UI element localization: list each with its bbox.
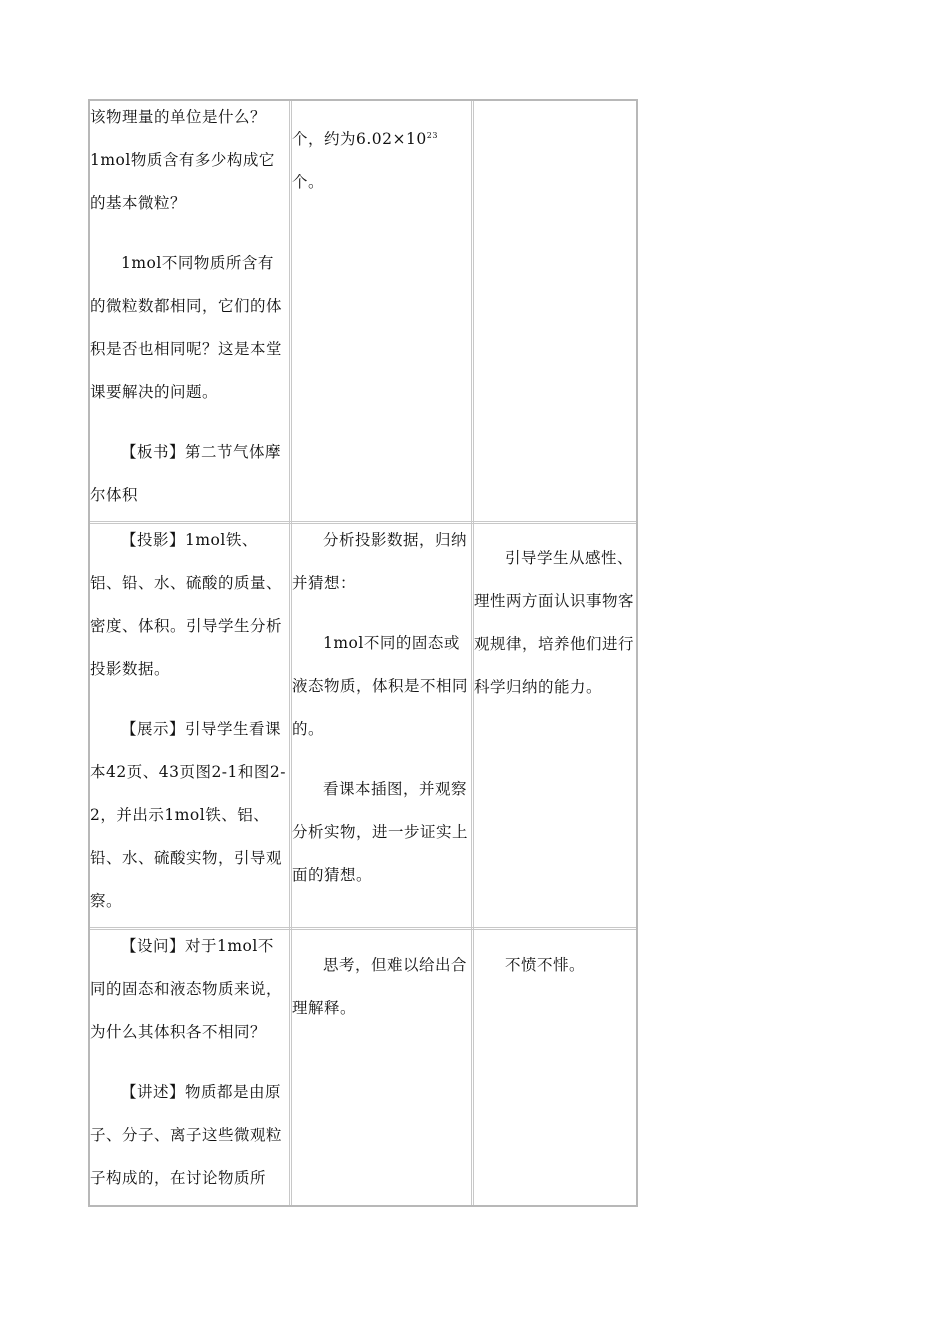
table-row: [90, 521, 636, 930]
table-cell-intent: [474, 521, 636, 927]
cell-text: 不愤不悱。: [505, 956, 586, 974]
cell-text: 【板书】第二节气体摩尔体积: [90, 443, 282, 504]
cell-text: 思考，但难以给出合理解释。: [292, 956, 468, 1017]
cell-text: 【展示】引导学生看课本42页、43页图2-1和图2-2，并出示1mol铁、铝、铅、水、硫酸实物，引导观察。: [90, 720, 287, 910]
table-cell-student: [292, 927, 474, 1205]
exponent: 23: [426, 130, 438, 140]
table-cell-teacher: [90, 521, 292, 927]
cell-text: 1mol不同物质所含有的微粒数都相同，它们的体积是否也相同呢？这是本堂课要解决的问题。: [90, 254, 283, 401]
table-cell-teacher: [90, 927, 292, 1205]
table-cell-intent: [474, 101, 636, 521]
cell-text: 该物理量的单位是什么？1mol物质含有多少构成它的基本微粒？: [90, 108, 275, 212]
cell-text: 【设问】对于1mol不同的固态和液态物质来说，为什么其体积各不相同？: [90, 937, 283, 1041]
cell-text: 分析投影数据，归纳并猜想：: [292, 531, 468, 592]
cell-text-tail: 个。: [292, 173, 325, 191]
table-row: [90, 927, 636, 1205]
cell-text: 引导学生从感性、理性两方面认识事物客观规律，培养他们进行科学归纳的能力。: [474, 549, 635, 696]
cell-text-main: 个，约为6.02×10: [292, 130, 427, 148]
table-row: [90, 101, 636, 524]
table-cell-student: [292, 101, 474, 521]
table-cell-student: [292, 521, 474, 927]
cell-text: 看课本插图，并观察分析实物，进一步证实上面的猜想。: [292, 780, 469, 884]
cell-text: 【投影】1mol铁、铝、铅、水、硫酸的质量、密度、体积。引导学生分析投影数据。: [90, 531, 283, 678]
cell-text: 【讲述】物质都是由原子、分子、离子这些微观粒子构成的，在讨论物质所: [90, 1083, 283, 1187]
table-cell-teacher: [90, 101, 292, 521]
lesson-plan-table: [88, 99, 638, 1207]
cell-text: [292, 118, 471, 204]
cell-text: 1mol不同的固态或液态物质，体积是不相同的。: [292, 634, 469, 738]
table-cell-intent: [474, 927, 636, 1205]
